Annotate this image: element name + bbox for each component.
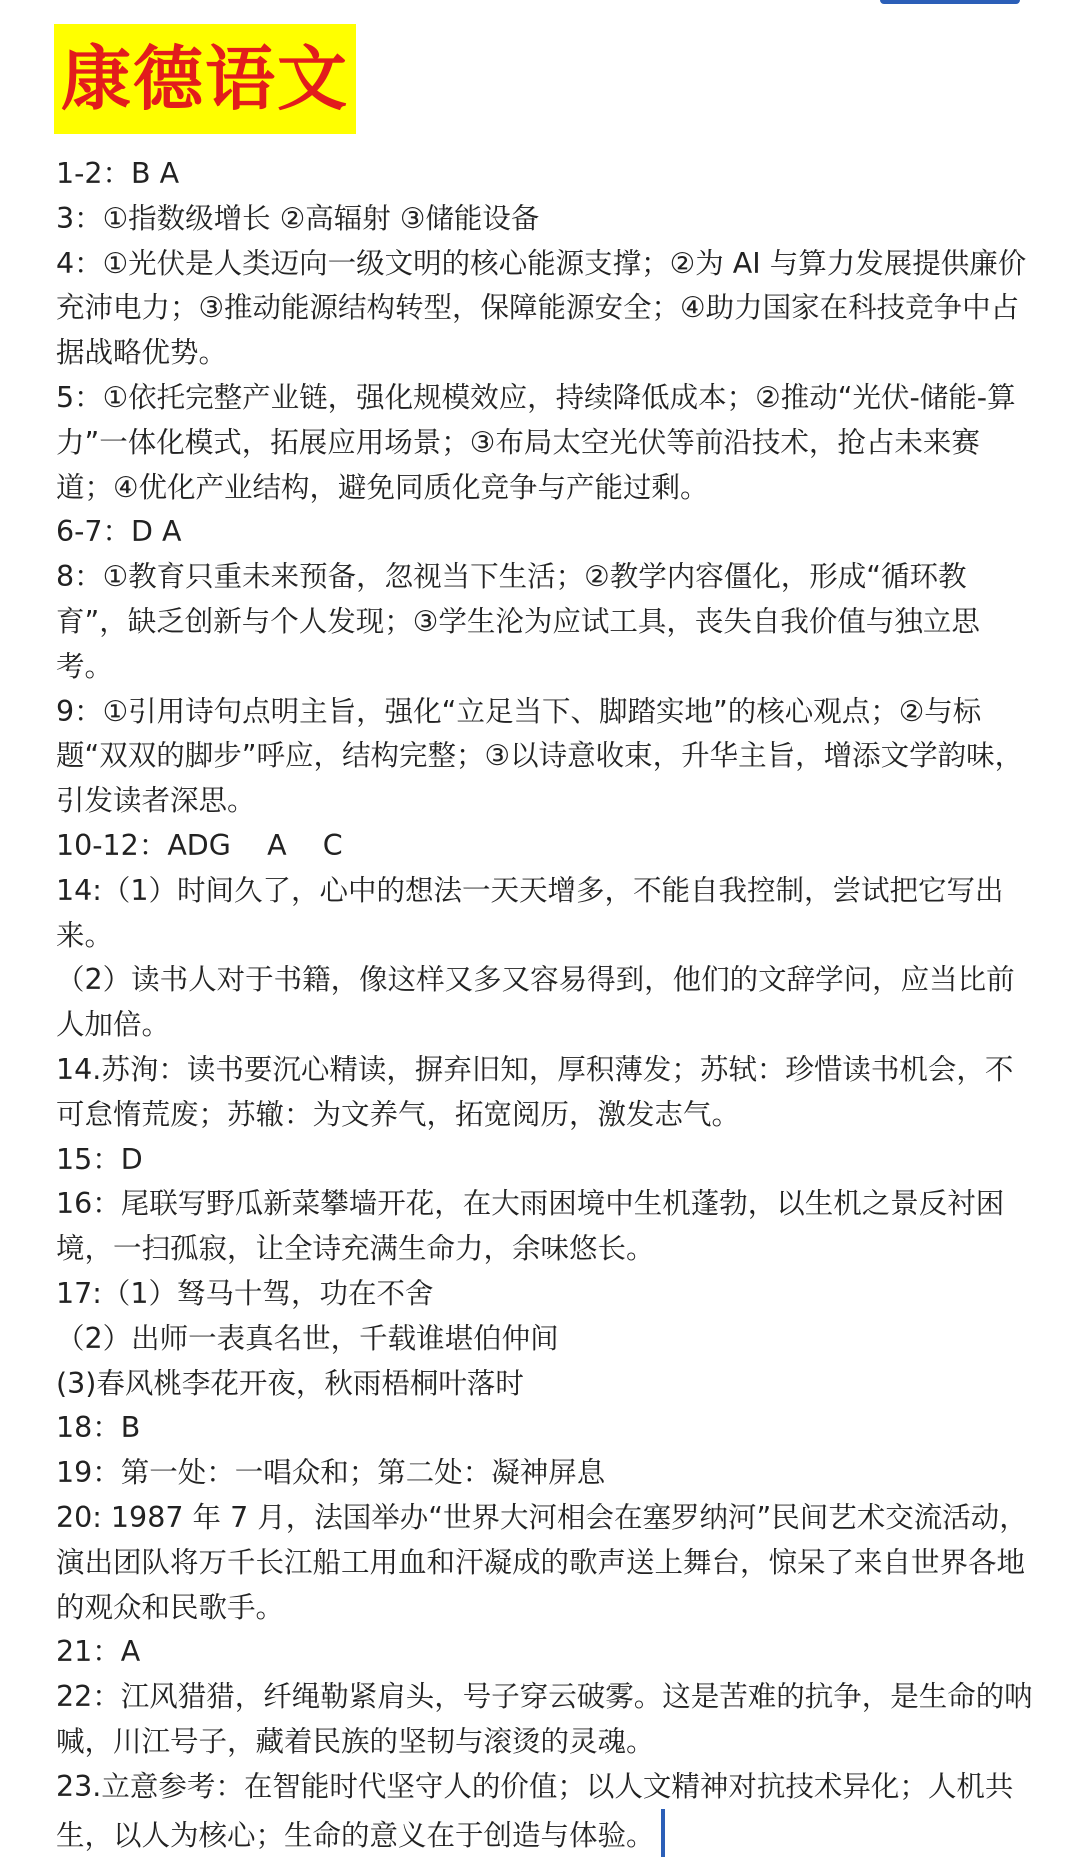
answer-line: 10-12：ADG A C xyxy=(56,828,343,862)
answer-list xyxy=(56,152,1036,1859)
answer-line: 6-7：D A xyxy=(56,515,182,549)
answer-line: 9：①引用诗句点明主旨，强化“立足当下、脚踏实地”的核心观点；②与标题“双双的脚步”呼应，结构完整；③以诗意收束，升华主旨，增添文学韵味，引发读者深思。 xyxy=(56,694,1024,818)
answer-line: 1-2：B A xyxy=(56,157,180,190)
answer-line: 5：①依托完整产业链，强化规模效应，持续降低成本；②推动“光伏-储能-算力”一体化模式，拓展应用场景；③布局太空光伏等前沿技术，抢占未来赛道；④优化产业结构，避免同质化竞争与产能过剩。 xyxy=(56,380,1016,504)
answer-line: 22：江风猎猎，纤绳勒紧肩头，号子穿云破雾。这是苦难的抗争，是生命的呐喊，川江号子，藏着民族的坚韧与滚烫的灵魂。 xyxy=(56,1680,1033,1758)
answer-line: 19：第一处：一唱众和；第二处：凝神屏息 xyxy=(56,1456,606,1490)
answer-line-last xyxy=(56,1765,1036,1860)
answer-line: （2）出师一表真名世，千载谁堪伯仲间 xyxy=(56,1321,559,1355)
answer-line: 3：①指数级增长 ②高辐射 ③储能设备 xyxy=(56,201,540,235)
answer-line: 15：D xyxy=(56,1142,143,1176)
answer-line-text: 23.立意参考：在智能时代坚守人的价值；以人文精神对抗技术异化；人机共生，以人为核心；生命的意义在于创造与体验。 xyxy=(56,1769,1014,1853)
answer-line: 18：B xyxy=(56,1411,141,1445)
answer-line: 16：尾联写野瓜新菜攀墙开花，在大雨困境中生机蓬勃，以生机之景反衬困境，一扫孤寂，让全诗充满生命力，余味悠长。 xyxy=(56,1187,1005,1266)
answer-line: 8：①教育只重未来预备，忽视当下生活；②教学内容僵化，形成“循环教育”，缺乏创新与个人发现；③学生沦为应试工具，丧失自我价值与独立思考。 xyxy=(56,560,980,683)
answer-line: 14.苏洵：读书要沉心精读，摒弃旧知，厚积薄发；苏轼：珍惜读书机会，不可怠惰荒废；苏辙：为文养气，拓宽阅历，激发志气。 xyxy=(56,1052,1014,1131)
answer-line: 4：①光伏是人类迈向一级文明的核心能源支撑；②为 AI 与算力发展提供廉价充沛电力；③推动能源结构转型，保障能源安全；④助力国家在科技竞争中占据战略优势。 xyxy=(56,246,1027,370)
answer-line: 17:（1）驽马十驾，功在不舍 xyxy=(56,1276,434,1310)
title-banner xyxy=(54,24,356,134)
top-scroll-indicator xyxy=(880,0,1020,4)
text-cursor xyxy=(661,1809,665,1857)
answer-line: (3)春风桃李花开夜，秋雨梧桐叶落时 xyxy=(56,1366,524,1400)
answer-line: 14:（1）时间久了，心中的想法一天天增多，不能自我控制，尝试把它写出来。 xyxy=(56,873,1004,952)
answer-line: 21：A xyxy=(56,1635,141,1669)
answer-line: （2）读书人对于书籍，像这样又多又容易得到，他们的文辞学问，应当比前人加倍。 xyxy=(56,963,1015,1042)
answer-line: 20: 1987 年 7 月，法国举办“世界大河相会在塞罗纳河”民间艺术交流活动，演出团队将万千长江船工用血和汗凝成的歌声送上舞台，惊呆了来自世界各地的观众和民歌手。 xyxy=(56,1500,1028,1624)
page-title: 康德语文 xyxy=(61,38,349,120)
